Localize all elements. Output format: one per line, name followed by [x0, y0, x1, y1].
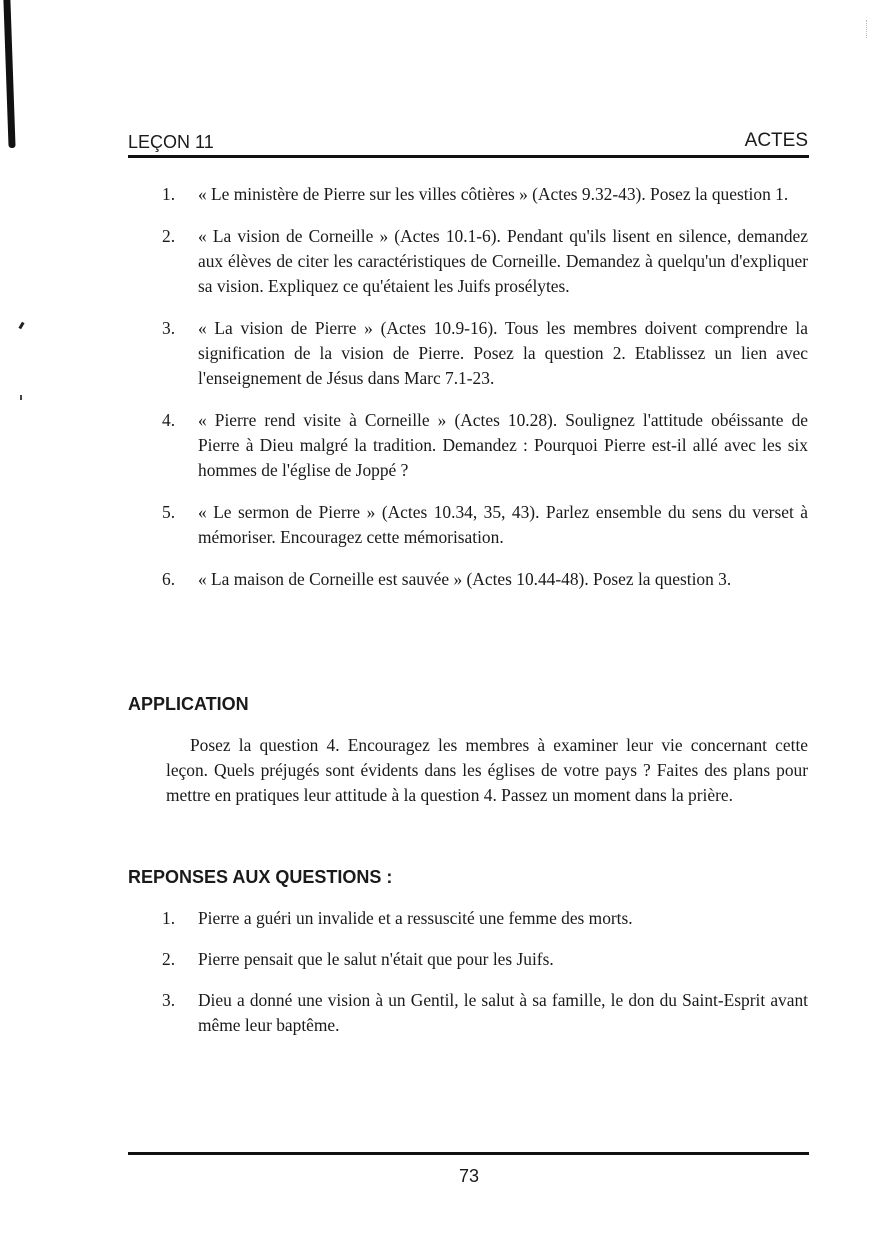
list-item: [162, 408, 808, 483]
list-item: [162, 567, 808, 592]
page-header: [128, 130, 808, 156]
item-text: « La maison de Corneille est sauvée » (Actes 10.44-48). Posez la question 3.: [198, 569, 732, 589]
item-number: 3.: [162, 318, 176, 338]
item-number: 3.: [162, 990, 176, 1010]
item-text: « Le ministère de Pierre sur les villes côtières » (Actes 9.32-43). Posez la question 1.: [198, 184, 789, 204]
page-number: 73: [458, 1166, 480, 1186]
item-number: 1.: [162, 908, 176, 928]
scan-mark: [18, 322, 24, 330]
list-item: [162, 988, 808, 1038]
list-item: [162, 500, 808, 550]
application-paragraph: Posez la question 4. Encouragez les membres à examiner leur vie concernant cette leçon. Quels préjugés sont évidents dans les églises de votre pays ? Faites des plans pour mettre en pratiques leur attitude à la question 4. Passez un moment dans la prière.: [166, 735, 808, 805]
header-rule: [128, 155, 809, 158]
scan-edge-artifact: [3, 0, 15, 148]
item-number: 2.: [162, 949, 176, 969]
item-number: 6.: [162, 569, 176, 589]
item-text: « Pierre rend visite à Corneille » (Actes 10.28). Soulignez l'attitude obéissante de Pierre à Dieu malgré la tradition. Demandez : Pourquoi Pierre est-il allé avec les six hommes de l'église de Joppé ?: [198, 410, 808, 480]
answers-list: [162, 906, 808, 1054]
footer-rule: [128, 1152, 809, 1155]
book-label: ACTES: [744, 130, 808, 151]
scan-mark: [866, 20, 868, 38]
item-text: « La vision de Corneille » (Actes 10.1-6). Pendant qu'ils lisent en silence, demandez aux élèves de citer les caractéristiques de Corneille. Demandez à quelqu'un d'expliquer sa vision. Expliquez ce qu'étaient les Juifs prosélytes.: [198, 226, 808, 296]
item-number: 4.: [162, 410, 176, 430]
application-heading: APPLICATION: [128, 694, 249, 714]
list-item: [162, 906, 808, 931]
answers-heading: REPONSES AUX QUESTIONS :: [128, 867, 393, 887]
list-item: [162, 182, 808, 207]
item-text: « Le sermon de Pierre » (Actes 10.34, 35, 43). Parlez ensemble du sens du verset à mémoriser. Encouragez cette mémorisation.: [198, 502, 808, 547]
lesson-steps-list: [162, 182, 808, 609]
list-item: [162, 316, 808, 391]
item-number: 2.: [162, 226, 176, 246]
item-text: Pierre pensait que le salut n'était que pour les Juifs.: [198, 949, 554, 969]
scan-mark: [20, 395, 22, 400]
list-item: [162, 947, 808, 972]
item-text: « La vision de Pierre » (Actes 10.9-16). Tous les membres doivent comprendre la signification de la vision de Pierre. Posez la question 2. Etablissez un lien avec l'enseignement de Jésus dans Marc 7.1-23.: [198, 318, 808, 388]
item-text: Pierre a guéri un invalide et a ressuscité une femme des morts.: [198, 908, 633, 928]
list-item: [162, 224, 808, 299]
item-text: Dieu a donné une vision à un Gentil, le salut à sa famille, le don du Saint-Esprit avant même leur baptême.: [198, 990, 808, 1035]
item-number: 5.: [162, 502, 176, 522]
lesson-label: LEÇON 11: [128, 132, 214, 152]
item-number: 1.: [162, 184, 176, 204]
